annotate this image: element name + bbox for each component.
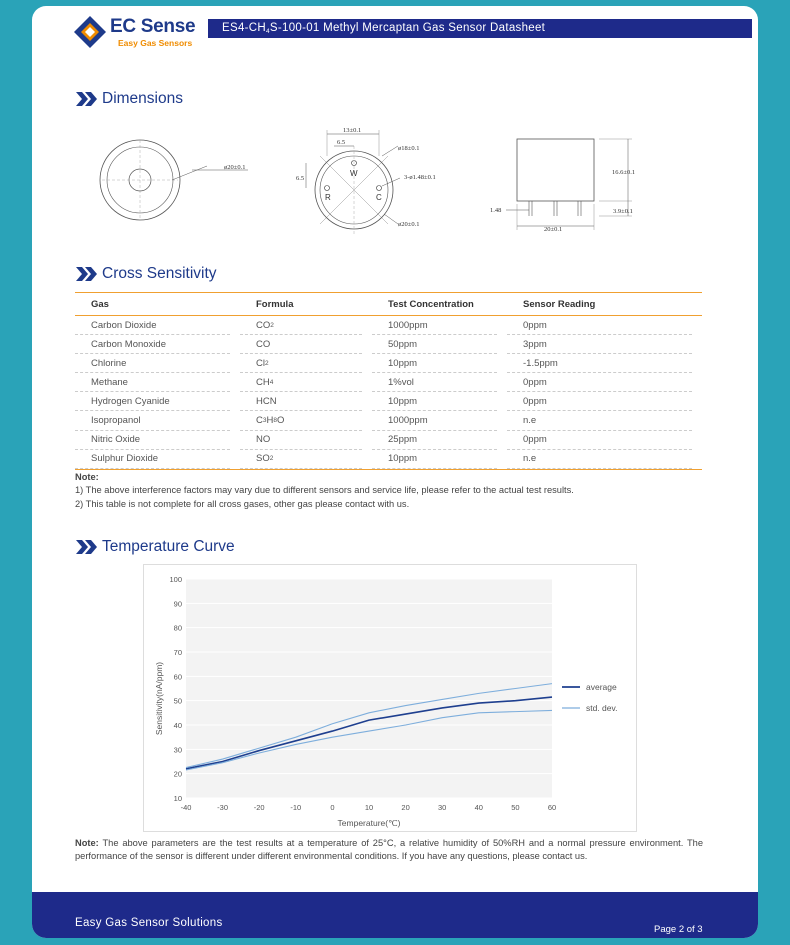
formula-sub: 4 — [269, 378, 274, 386]
x-tick-label: 10 — [364, 803, 374, 812]
gas-name: Methane — [91, 376, 128, 388]
datasheet-page — [32, 6, 758, 938]
note-label: Note: — [75, 472, 99, 482]
formula-part: HCN — [256, 395, 277, 407]
gas-name: Sulphur Dioxide — [91, 453, 159, 465]
cell-concentration — [372, 392, 497, 411]
concentration-value: 1%vol — [388, 376, 414, 388]
formula-part: CO — [256, 338, 271, 350]
temperature-chart-frame — [143, 564, 637, 832]
logo-diamond-icon — [72, 14, 108, 50]
section-heading-dimensions — [76, 90, 183, 108]
pin-label-r: R — [325, 193, 331, 202]
x-axis-label: Temperature(℃) — [337, 818, 401, 828]
table-row — [75, 373, 702, 392]
reading-value: -1.5ppm — [523, 357, 558, 369]
cell-gas — [75, 373, 230, 392]
dim-label: ø20±0.1 — [398, 221, 420, 228]
logo-text: EC Sense — [110, 16, 196, 37]
header-gas: Gas — [91, 298, 109, 310]
concentration-value: 1000ppm — [388, 415, 428, 427]
logo-subtitle: Easy Gas Sensors — [118, 38, 193, 48]
cell-formula — [240, 392, 362, 411]
table-row — [75, 354, 702, 373]
cell-reading — [507, 431, 692, 450]
reading-value: 3ppm — [523, 338, 547, 350]
x-tick-label: -10 — [290, 803, 302, 812]
cell-reading — [507, 373, 692, 392]
cell-concentration — [372, 354, 497, 373]
dim-label: ø18±0.1 — [398, 145, 420, 152]
cell-gas — [75, 335, 230, 354]
table-bottom-rule — [75, 469, 702, 470]
reading-value: 0ppm — [523, 434, 547, 446]
header-formula: Formula — [256, 298, 294, 310]
dim-label: 3.9±0.1 — [613, 208, 633, 215]
x-tick-label: -20 — [253, 803, 265, 812]
side-view-drawing — [490, 139, 635, 233]
table-row — [75, 450, 702, 469]
cell-formula — [240, 354, 362, 373]
y-tick-label: 30 — [173, 745, 182, 755]
footer-tagline: Easy Gas Sensor Solutions — [75, 917, 223, 929]
x-tick-label: 30 — [438, 803, 447, 812]
y-tick-label: 80 — [173, 623, 182, 633]
document-title-bar — [208, 19, 752, 38]
y-tick-label: 20 — [173, 769, 182, 779]
table-row — [75, 392, 702, 411]
double-chevron-icon — [76, 267, 98, 281]
y-tick-label: 10 — [173, 794, 182, 803]
formula-part: H — [266, 415, 274, 427]
bottom-note-line-2: performance of the sensor is different under different environmental conditions. If you have any questions, please contact us. — [75, 850, 588, 861]
section-title: Cross Sensitivity — [102, 265, 217, 282]
section-title: Temperature Curve — [102, 538, 235, 555]
concentration-value: 50ppm — [388, 338, 418, 350]
cell-formula — [240, 431, 362, 450]
formula-part: NO — [256, 434, 271, 446]
formula-sub: 2 — [269, 455, 274, 463]
formula-part: C — [256, 415, 263, 427]
dim-label: 3-ø1.48±0.1 — [404, 174, 436, 181]
bottom-note-line-1: The above parameters are the test results at a temperature of 25°C, a relative humidity of 50%RH and a normal pressure environment. The — [102, 838, 704, 848]
header-sensor-reading: Sensor Reading — [523, 298, 596, 310]
dim-label: 6.5 — [296, 175, 305, 182]
concentration-value: 1000ppm — [388, 319, 428, 331]
note-line-2: 2) This table is not complete for all cross gases, other gas please contact with us. — [75, 499, 410, 509]
concentration-value: 10ppm — [388, 453, 418, 465]
table-header-row — [75, 292, 702, 316]
x-tick-label: 0 — [330, 803, 335, 812]
plot-area — [186, 579, 552, 798]
title-subscript: 4 — [265, 28, 270, 35]
dim-label: 20±0.1 — [544, 226, 563, 233]
table-row — [75, 335, 702, 354]
pin-label-w: W — [350, 169, 358, 178]
temperature-curve-chart — [144, 565, 636, 831]
pin-label-c: C — [376, 193, 382, 202]
note-line-1: 1) The above interference factors may vary due to different sensors and service life, please refer to the actual test results. — [75, 485, 574, 495]
table-row — [75, 431, 702, 450]
cell-formula — [240, 450, 362, 469]
cell-gas — [75, 316, 230, 335]
cell-concentration — [372, 316, 497, 335]
cell-gas — [75, 392, 230, 411]
y-tick-label: 100 — [169, 575, 182, 584]
cell-concentration — [372, 373, 497, 392]
dim-label: 16.6±0.1 — [612, 169, 636, 176]
y-tick-label: 40 — [173, 721, 182, 730]
dim-label: 13±0.1 — [343, 127, 362, 134]
gas-name: Isopropanol — [91, 415, 141, 427]
cell-formula — [240, 411, 362, 430]
formula-sub: 3 — [262, 417, 267, 425]
cross-sensitivity-table — [75, 292, 702, 470]
cell-formula — [240, 373, 362, 392]
dim-label: 1.48 — [490, 207, 502, 214]
table-row — [75, 316, 702, 335]
cell-formula — [240, 335, 362, 354]
y-tick-label: 60 — [173, 672, 182, 682]
gas-name: Chlorine — [91, 357, 127, 369]
reading-value: 0ppm — [523, 376, 547, 388]
concentration-value: 25ppm — [388, 434, 418, 446]
concentration-value: 10ppm — [388, 357, 418, 369]
legend-label: std. dev. — [586, 703, 618, 713]
formula-sub: 8 — [273, 417, 277, 425]
formula-part: SO — [256, 453, 270, 465]
legend-label: average — [586, 682, 617, 692]
y-axis-label: Sensitivity(nA/ppm) — [154, 661, 164, 736]
x-tick-label: -30 — [217, 803, 229, 812]
cell-concentration — [372, 335, 497, 354]
section-heading-temperature-curve — [76, 538, 235, 556]
reading-value: n.e — [523, 453, 537, 465]
title-prefix: ES4-CH — [222, 22, 266, 34]
concentration-value: 10ppm — [388, 395, 418, 407]
title-suffix: S-100-01 Methyl Mercaptan Gas Sensor Datasheet — [269, 22, 546, 34]
y-tick-label: 90 — [173, 599, 182, 609]
gas-name: Hydrogen Cyanide — [91, 395, 170, 407]
header-test-concentration: Test Concentration — [388, 298, 474, 310]
double-chevron-icon — [76, 92, 98, 106]
double-chevron-icon — [76, 540, 98, 554]
section-title: Dimensions — [102, 90, 183, 107]
cell-gas — [75, 431, 230, 450]
y-tick-label: 50 — [173, 696, 182, 706]
formula-part: Cl — [256, 357, 265, 369]
x-tick-label: 50 — [511, 803, 520, 812]
cell-formula — [240, 316, 362, 335]
cell-concentration — [372, 411, 497, 430]
gas-name: Nitric Oxide — [91, 434, 141, 446]
section-heading-cross-sensitivity — [76, 265, 217, 283]
y-tick-label: 70 — [173, 648, 182, 657]
formula-sub: 2 — [270, 321, 274, 329]
formula-sub: 2 — [264, 359, 269, 367]
pin-view-drawing — [296, 127, 436, 236]
dimension-drawings — [72, 116, 672, 256]
cell-reading — [507, 316, 692, 335]
reading-value: 0ppm — [523, 319, 547, 331]
bottom-note-label: Note: — [75, 838, 99, 848]
cell-concentration — [372, 450, 497, 469]
x-tick-label: 40 — [474, 803, 483, 812]
cell-gas — [75, 450, 230, 469]
formula-part: CH — [256, 376, 270, 388]
x-tick-label: 60 — [547, 803, 557, 812]
table-body — [75, 316, 702, 469]
x-tick-label: 20 — [401, 803, 410, 812]
cell-reading — [507, 450, 692, 469]
cell-reading — [507, 354, 692, 373]
cell-concentration — [372, 431, 497, 450]
top-view-drawing — [100, 140, 248, 220]
cell-reading — [507, 392, 692, 411]
table-row — [75, 411, 702, 430]
cell-gas — [75, 411, 230, 430]
cell-reading — [507, 335, 692, 354]
x-tick-label: -40 — [180, 803, 192, 812]
formula-part: O — [277, 415, 285, 427]
dim-label: ø20±0.1 — [224, 164, 246, 171]
cell-gas — [75, 354, 230, 373]
cell-reading — [507, 411, 692, 430]
reading-value: 0ppm — [523, 395, 547, 407]
formula-part: CO — [256, 319, 271, 331]
page-footer — [32, 892, 758, 938]
gas-name: Carbon Dioxide — [91, 319, 157, 331]
gas-name: Carbon Monoxide — [91, 338, 166, 350]
dim-label: 6.5 — [337, 139, 346, 146]
page-number: Page 2 of 3 — [654, 924, 703, 935]
reading-value: n.e — [523, 415, 537, 427]
bottom-note — [75, 837, 703, 862]
